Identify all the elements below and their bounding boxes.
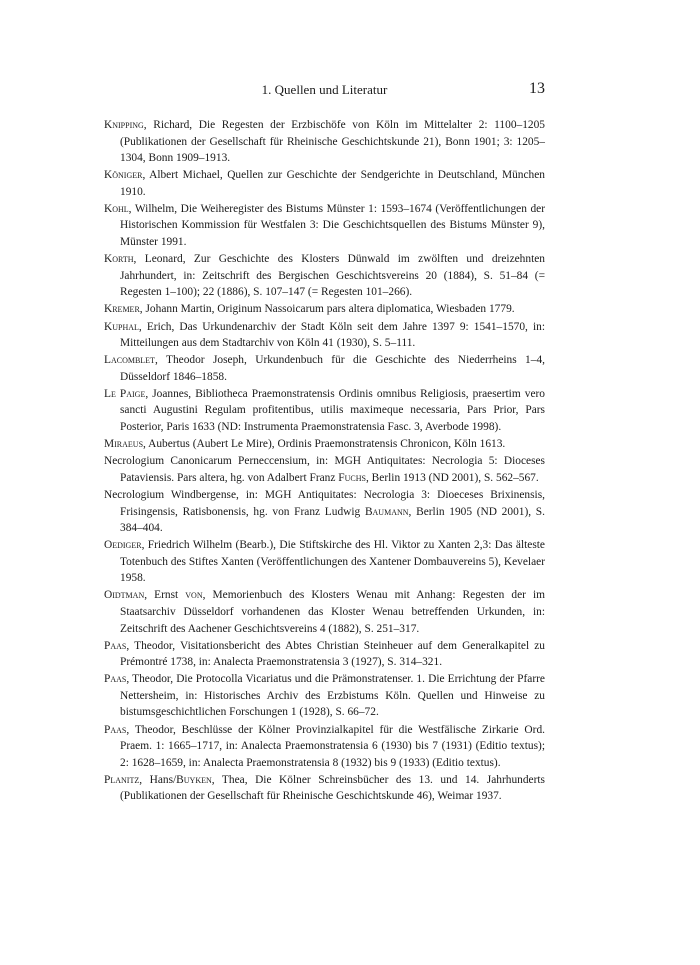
bibliography-entry — [104, 167, 545, 200]
entry-text: , Theodor, Beschlüsse der Kölner Provinzialkapitel für die Westfälische Zirkarie Ord. Praem. 1: 1665–1717, in: Analecta Praemonstratensia 6 (1930) bis 7 (1931) (Editio textus); 2: 1628–1659, in: Analecta Praemonstratensia 8 (1932) bis 9 (1933) (Editio textus). — [120, 723, 545, 769]
entry-text: Necrologium Canonicarum Perneccensium, in: MGH Antiquitates: Necrologia 5: Dioceses Pataviensis. Pars altera, hg. von Adalbert Franz — [104, 455, 545, 484]
entry-author: Le Paige — [104, 387, 146, 400]
bibliography-list — [104, 117, 545, 806]
entry-author: Paas — [104, 639, 127, 652]
entry-particle: von — [185, 589, 203, 602]
bibliography-entry — [104, 386, 545, 436]
entry-author: Oidtman — [104, 589, 145, 602]
entry-text-rest: , Berlin 1913 (ND 2001), S. 562–567. — [365, 471, 539, 484]
entry-text: , Albert Michael, Quellen zur Geschichte der Sendgerichte in Deutschland, München 1910. — [120, 169, 545, 198]
bibliography-entry — [104, 436, 545, 453]
entry-text: , Ernst — [144, 589, 186, 602]
bibliography-entry — [104, 587, 545, 637]
entry-author: Korth — [104, 253, 134, 266]
entry-text-rest: , Thea, Die Kölner Schreinsbücher des 13. und 14. Jahrhunderts (Publikationen der Gesellschaft für Rheinische Geschichtskunde 46), Weimar 1937. — [120, 773, 545, 803]
entry-text: , Theodor, Die Protocolla Vicariatus und die Prämonstratenser. 1. Die Errichtung der Pfarre Nettersheim, in: Historisches Archiv des Erzbistums Köln. Quellen und Hinweise zu bistumsgeschichtlichen Forschungen 1 (1928), S. 66–72. — [120, 673, 545, 719]
bibliography-entry — [104, 251, 545, 301]
bibliography-entry — [104, 487, 545, 537]
entry-text: , Aubertus (Aubert Le Mire), Ordinis Praemonstratensis Chronicon, Köln 1613. — [143, 438, 506, 451]
entry-editor: Fuchs — [338, 471, 366, 484]
bibliography-entry — [104, 319, 545, 352]
bibliography-entry — [104, 722, 545, 772]
bibliography-entry — [104, 537, 545, 587]
running-title: 1. Quellen und Literatur — [261, 82, 388, 97]
entry-author: Königer — [104, 169, 143, 182]
bibliography-entry — [104, 201, 545, 251]
entry-text-rest: , Memorienbuch des Klosters Wenau mit Anhang: Regesten der im Staatsarchiv Düsseldorf vorhandenen das Kloster Wenau betreffenden Urkunden, in: Zeitschrift des Aachener Geschichtsvereins 4 (1882), S. 251–317. — [120, 589, 545, 635]
entry-author: Kuphal — [104, 320, 139, 333]
entry-editor: Baumann — [364, 505, 409, 518]
page-number: 13 — [529, 80, 545, 97]
entry-author: Paas — [104, 673, 127, 686]
entry-text: , Richard, Die Regesten der Erzbischöfe von Köln im Mittelalter 2: 1100–1205 (Publikationen der Gesellschaft für Rheinische Geschichtskunde 21), Bonn 1901; 3: 1205–1304, Bonn 1909–1913. — [120, 119, 545, 165]
bibliography-entry — [104, 352, 545, 385]
bibliography-entry — [104, 671, 545, 721]
bibliography-entry — [104, 772, 545, 805]
entry-coauthor: Buyken — [176, 773, 212, 786]
entry-text: , Wilhelm, Die Weiheregister des Bistums Münster 1: 1593–1674 (Veröffentlichungen der Historischen Kommission für Westfalen 3: Die Geschichtsquellen des Bistums Münster 9), Münster 1991. — [120, 202, 545, 249]
entry-author: Kremer — [104, 303, 140, 316]
entry-author: Lacomblet — [104, 354, 155, 367]
entry-text: , Hans/ — [139, 773, 177, 786]
entry-text: , Theodor Joseph, Urkundenbuch für die Geschichte des Niederrheins 1–4, Düsseldorf 1846–1858. — [120, 354, 545, 383]
entry-author: Miraeus — [104, 438, 144, 451]
bibliography-entry — [104, 638, 545, 671]
entry-author: Oediger — [104, 539, 142, 552]
bibliography-entry — [104, 301, 545, 318]
running-head — [104, 80, 545, 102]
entry-author: Knipping — [104, 119, 144, 131]
entry-text: , Erich, Das Urkundenarchiv der Stadt Köln seit dem Jahre 1397 9: 1541–1570, in: Mitteilungen aus dem Stadtarchiv von Köln 41 (1930), S. 5–111. — [120, 320, 545, 350]
entry-text: , Theodor, Visitationsbericht des Abtes Christian Steinheuer auf dem Generalkapitel zu Prémontré 1738, in: Analecta Praemonstratensia 3 (1927), S. 314–321. — [120, 639, 545, 669]
entry-text: , Leonard, Zur Geschichte des Klosters Dünwald im zwölften und dreizehnten Jahrhundert, in: Zeitschrift des Bergischen Geschichtsvereins 20 (1884), S. 51–84 (= Regesten 1–100); 22 (1886), S. 107–147 (= Regesten 101–266). — [120, 253, 545, 299]
entry-author: Paas — [104, 723, 127, 736]
entry-text: , Johann Martin, Originum Nassoicarum pars altera diplomatica, Wiesbaden 1779. — [139, 303, 515, 316]
entry-text: Necrologium Windbergense, in: MGH Antiquitates: Necrologia 3: Dioeceses Brixinensis, Frisingensis, Ratisbonensis, hg. von Franz Ludwig — [104, 488, 545, 518]
entry-text-rest: , Berlin 1905 (ND 2001), S. 384–404. — [120, 505, 545, 535]
entry-author: Kohl — [104, 202, 129, 215]
entry-text: , Friedrich Wilhelm (Bearb.), Die Stiftskirche des Hl. Viktor zu Xanten 2,3: Das älteste Totenbuch des Stiftes Xanten (Veröffentlichungen des Xantener Dombauvereins 5), Kevelaer 1958. — [120, 539, 545, 585]
entry-author: Planitz — [104, 773, 140, 786]
bibliography-entry — [104, 117, 545, 167]
bibliography-entry — [104, 453, 545, 486]
entry-text: , Joannes, Bibliotheca Praemonstratensis Ordinis omnibus Religiosis, praesertim vero sancti Augustini Regulam profitentibus, utilis maximeque necessaria, Pars Prior, Pars Posterior, Paris 1633 (ND: Instrumenta Praemonstratensia Fasc. 3, Averbode 1998). — [120, 387, 545, 433]
